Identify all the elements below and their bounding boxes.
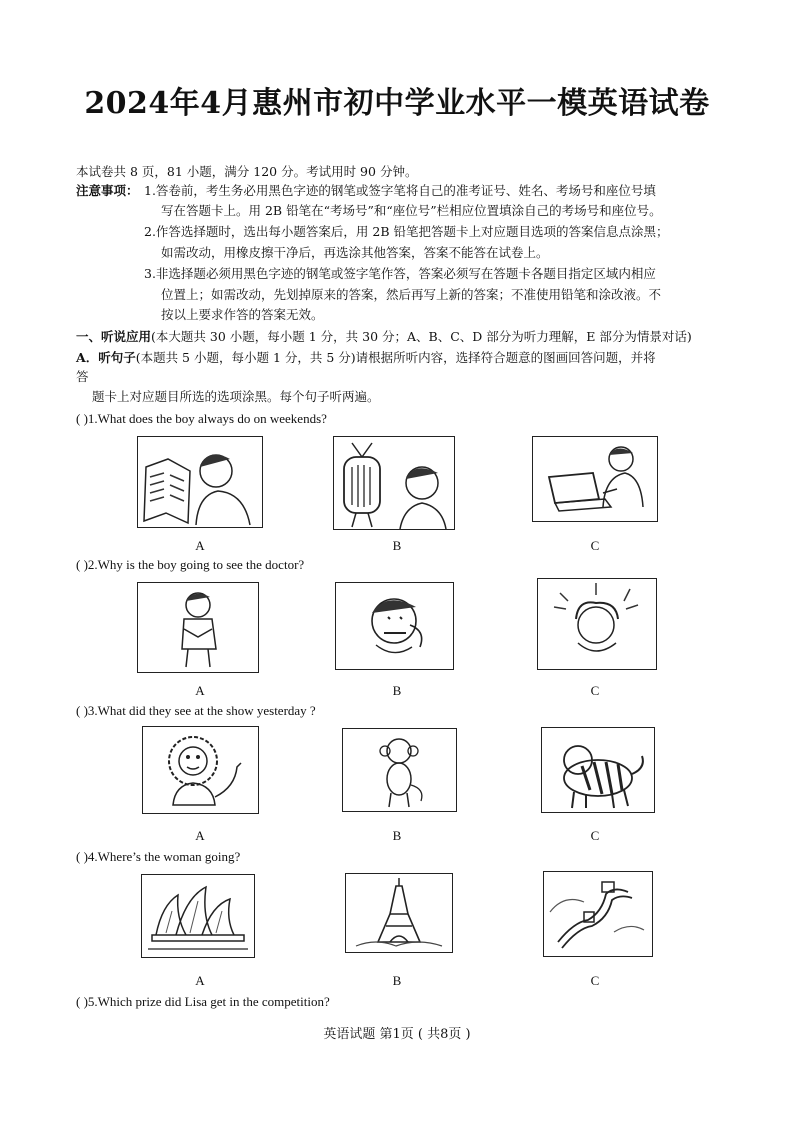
- note-line-4: 如需改动，用橡皮擦干净后，再选涂其他答案，答案不能答在试卷上。: [161, 245, 549, 260]
- exam-intro: 本试卷共 8 页，81 小题，满分 120 分。考试用时 90 分钟。: [76, 164, 418, 179]
- section-1-heading: [76, 328, 692, 345]
- q3-option-c-picture[interactable]: [541, 727, 655, 813]
- question-5: ( )5.Which prize did Lisa get in the competition?: [76, 994, 330, 1009]
- great-wall-icon: [544, 872, 652, 956]
- q1-option-b-picture[interactable]: [333, 436, 455, 530]
- note-line-1: 1.答卷前，考生务必用黑色字迹的钢笔或签字笔将自己的准考证号、姓名、考场号和座位号填: [144, 183, 656, 198]
- q3-label-a: A: [195, 828, 205, 843]
- note-line-7: 按以上要求作答的答案无效。: [161, 307, 324, 322]
- question-4: ( )4.Where’s the woman going?: [76, 849, 241, 864]
- page-title: 2024年4月惠州市初中学业水平一模英语试卷: [84, 86, 710, 121]
- q1-label-c: C: [590, 538, 600, 553]
- part-a-wrap: 答: [76, 369, 89, 384]
- part-a-heading: [76, 349, 656, 366]
- section-1-desc: (本大题共 30 小题，每小题 1 分，共 30 分；A、B、C、D 部分为听力理解，E 部分为情景对话): [151, 329, 692, 344]
- reading-newspaper-icon: [138, 437, 262, 527]
- q4-option-b-picture[interactable]: [345, 873, 453, 953]
- using-laptop-icon: [533, 437, 657, 521]
- question-2: ( )2.Why is the boy going to see the doctor?: [76, 557, 305, 572]
- lion-icon: [143, 727, 258, 813]
- q2-label-a: A: [195, 683, 205, 698]
- q1-label-a: A: [195, 538, 205, 553]
- note-line-5: 3.非选择题必须用黑色字迹的钢笔或签字笔作答，答案必须写在答题卡各题目指定区域内相应: [144, 266, 656, 281]
- toothache-icon: [336, 583, 453, 669]
- part-a-line-2: 题卡上对应题目所选的选项涂黑。每个句子听两遍。: [92, 389, 380, 404]
- q2-option-c-picture[interactable]: [537, 578, 657, 670]
- q1-option-c-picture[interactable]: [532, 436, 658, 522]
- sydney-opera-house-icon: [142, 875, 254, 957]
- q4-label-b: B: [392, 973, 402, 988]
- q3-option-a-picture[interactable]: [142, 726, 259, 814]
- q2-label-b: B: [392, 683, 402, 698]
- q3-option-b-picture[interactable]: [342, 728, 457, 812]
- notes-label: 注意事项：: [76, 183, 139, 198]
- page-footer: 英语试题 第1页 ( 共8页 ): [323, 1027, 471, 1042]
- part-a-title: A．听句子: [76, 350, 136, 365]
- eiffel-tower-icon: [346, 874, 452, 952]
- watching-tv-icon: [334, 437, 454, 529]
- q3-label-b: B: [392, 828, 402, 843]
- note-line-2: 写在答题卡上。用 2B 铅笔在“考场号”和“座位号”栏相应位置填涂自己的考场号和座位号。: [161, 203, 662, 218]
- q1-label-b: B: [392, 538, 402, 553]
- section-1-title: 一、听说应用: [76, 329, 152, 344]
- q4-option-c-picture[interactable]: [543, 871, 653, 957]
- part-a-desc: (本题共 5 小题，每小题 1 分，共 5 分)请根据所听内容，选择符合题意的图画回答问题，并将: [135, 350, 656, 365]
- q1-option-a-picture[interactable]: [137, 436, 263, 528]
- question-1: ( )1.What does the boy always do on weekends?: [76, 411, 327, 426]
- stomachache-icon: [138, 583, 258, 672]
- question-3: ( )3.What did they see at the show yesterday ?: [76, 703, 316, 718]
- q2-label-c: C: [590, 683, 600, 698]
- q2-option-b-picture[interactable]: [335, 582, 454, 670]
- monkey-icon: [343, 729, 456, 811]
- q4-label-c: C: [590, 973, 600, 988]
- q3-label-c: C: [590, 828, 600, 843]
- q4-option-a-picture[interactable]: [141, 874, 255, 958]
- note-line-6: 位置上；如需改动，先划掉原来的答案，然后再写上新的答案；不准使用铅笔和涂改液。不: [161, 287, 662, 302]
- tiger-icon: [542, 728, 654, 812]
- q2-option-a-picture[interactable]: [137, 582, 259, 673]
- q4-label-a: A: [195, 973, 205, 988]
- note-line-3: 2.作答选择题时，选出每小题答案后，用 2B 铅笔把答题卡上对应题目选项的答案信息点涂黑；: [144, 224, 669, 239]
- headache-icon: [538, 579, 656, 669]
